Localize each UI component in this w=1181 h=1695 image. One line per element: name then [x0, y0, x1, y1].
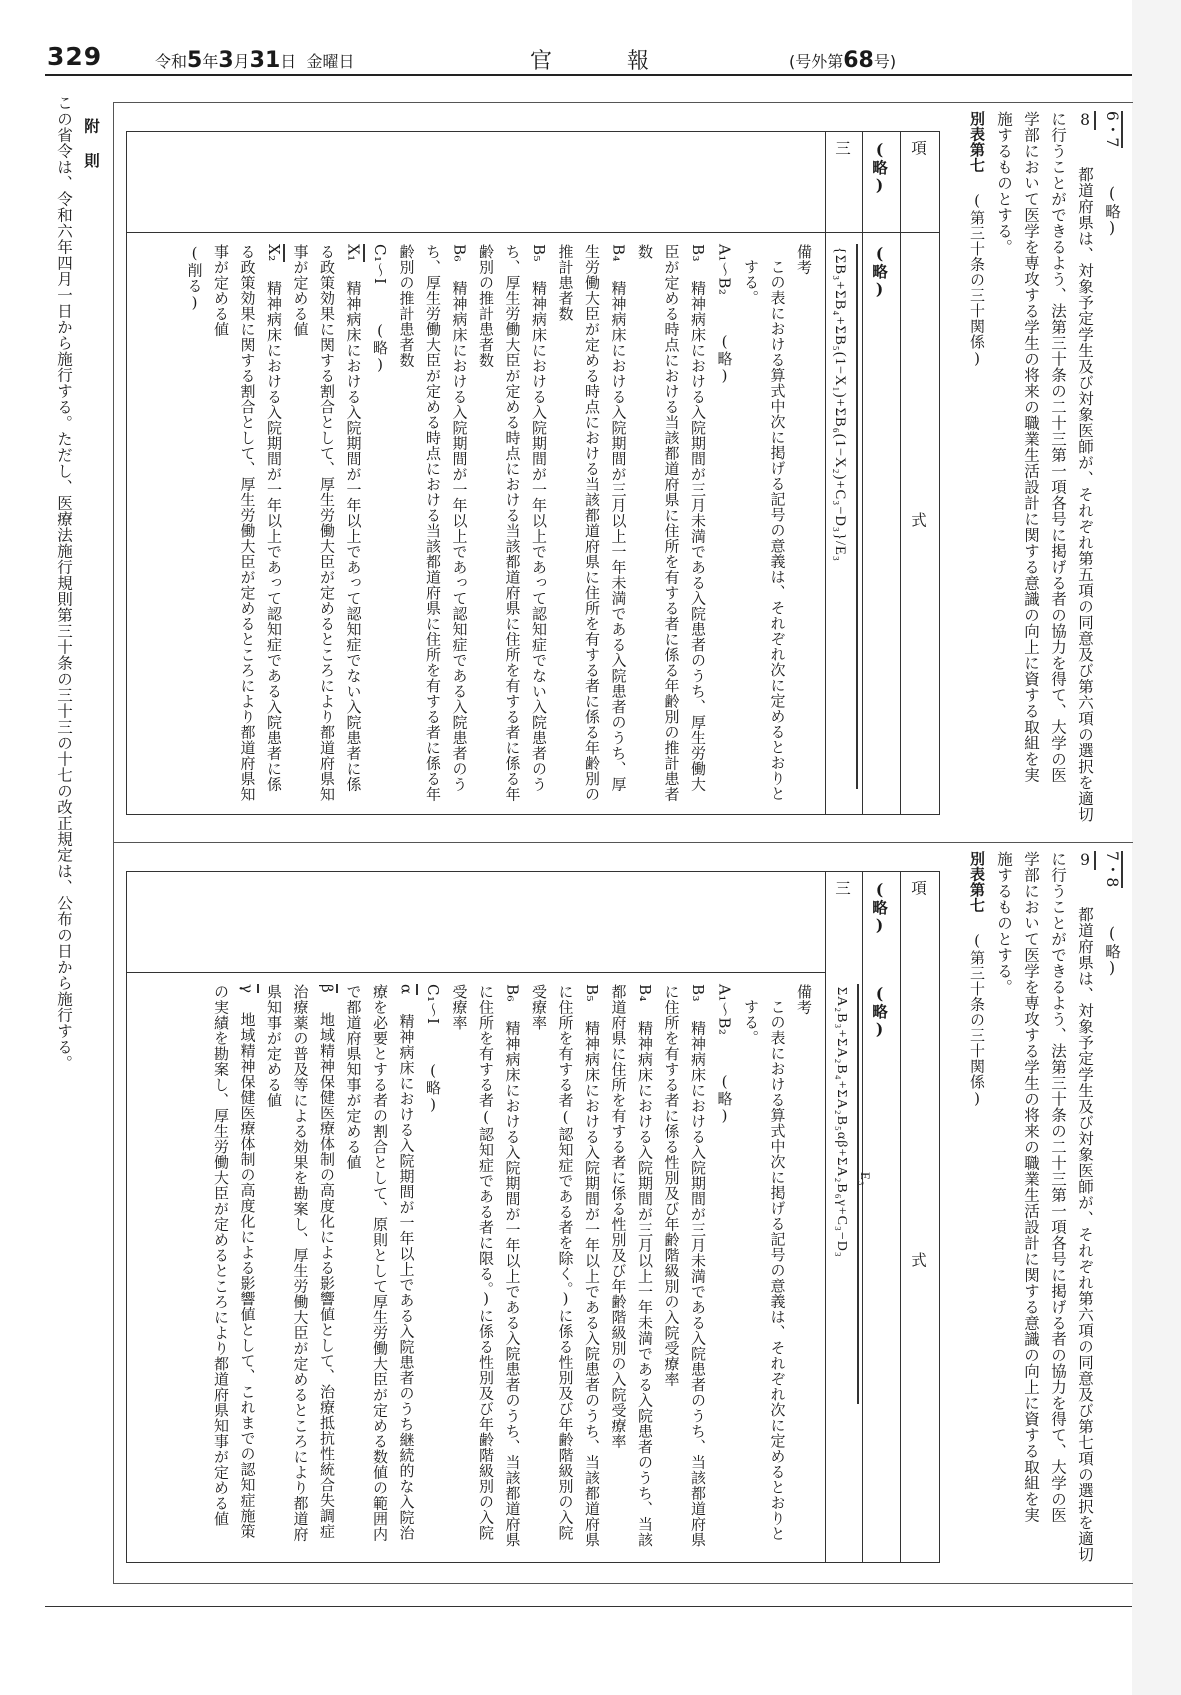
note-item [420, 984, 447, 1549]
paragraph-line: 施するものとする。 [995, 111, 1013, 255]
formula-table [126, 131, 940, 815]
col-header-item: 項 [909, 880, 927, 896]
paragraph-9 [1071, 851, 1098, 1571]
omitted-label: (略) [1103, 184, 1121, 238]
notes-column [127, 132, 826, 814]
note-item [393, 244, 473, 804]
issue-number-value: 68 [843, 48, 874, 73]
note-symbol: X₁ [344, 244, 363, 262]
note-symbol: A₁～B₂ [715, 984, 734, 1036]
header-rule [45, 74, 1132, 76]
table-title-note: (第三十条の三十関係) [968, 191, 986, 368]
item-range: 7・8 [1103, 851, 1121, 888]
row-divider [826, 232, 939, 233]
paragraph-line: 都道府県は、対象予定学生及び対象医師が、それぞれ第六項の同意及び第七項の選択を適切 [1076, 906, 1094, 1563]
notes-header-blank [127, 872, 825, 973]
issue-number [789, 48, 896, 73]
note-text: 精神病床における入院期間が一年以上である入院患者のうち継続的な入院治療を必要とする者の割合として、原則として厚生労働大臣が定める数値の範囲内で都道府県知事が定める値 [344, 984, 416, 1542]
note-symbol: B₅ [530, 244, 548, 263]
note-text: 精神病床における入院期間が一年以上である入院患者のうち、当該都道府県に住所を有する者(認知症である者を除く。)に係る性別及び年齢階級別の入院受療率 [530, 984, 601, 1548]
paragraph-line: 学部において医学を専攻する学生の将来の職業生活設計に関する意識の向上に資する取組を実 [1022, 851, 1040, 1523]
note-symbol: B₄ [609, 244, 628, 263]
row-item: (略) [870, 880, 889, 935]
deletion-note: (削る) [185, 244, 204, 312]
page-number: 329 [47, 42, 103, 71]
note-symbol: α [397, 984, 416, 995]
note-text: (略) [715, 1072, 734, 1125]
note-item [526, 984, 606, 1549]
paragraph-block [963, 851, 1125, 1571]
note-text: 精神病床における入院期間が一年以上である入院患者のうち、当該都道府県に住所を有する者(認知症である者に限る。)に係る性別及び年齢階級別の入院受療率 [450, 984, 522, 1548]
col-header-item: 項 [909, 140, 927, 156]
section-after-amendment [113, 842, 1133, 1584]
note-symbol: X₂ [265, 244, 283, 262]
note-item [711, 984, 738, 1549]
formula-denominator: E₃ [858, 1172, 873, 1187]
month: 3 [218, 48, 234, 73]
notes-body [181, 244, 817, 804]
item-range: 6・7 [1103, 111, 1121, 148]
notes-title: 備考 [795, 244, 813, 275]
note-item [552, 244, 632, 804]
issue-suffix: 号) [873, 52, 897, 71]
row-formula: (略) [870, 984, 889, 1039]
note-item [261, 984, 341, 1549]
section-before-amendment [113, 102, 1133, 842]
omitted-items [1098, 851, 1125, 1571]
table-title-label: 別表第七 [968, 851, 986, 913]
row-formula: {ΣB₃+ΣB₄+ΣB₅(1−X₁)+ΣB₆(1−X₂)+C₃−D₃}/E₃ [832, 247, 848, 562]
notes-title: 備考 [795, 984, 813, 1015]
note-item [446, 984, 526, 1549]
note-item [711, 244, 738, 804]
note-symbol: B₃ [689, 984, 707, 1003]
notes-intro: この表における算式中次に掲げる記号の意義は、それぞれ次に定めるとおりとする。 [742, 259, 787, 802]
paragraph-line: に行うことができるよう、法第三十条の二十三第一項各号に掲げる者の協力を得て、大学の医 [1049, 851, 1067, 1523]
paragraph-line: 学部において医学を専攻する学生の将来の職業生活設計に関する意識の向上に資する取組を実 [1022, 111, 1040, 783]
col-header-formula: 式 [909, 512, 927, 528]
col-header-formula: 式 [909, 1252, 927, 1268]
notes-intro: この表における算式中次に掲げる記号の意義は、それぞれ次に定めるとおりとする。 [742, 999, 787, 1542]
note-symbol: B₄ [636, 984, 654, 1003]
note-text: 精神病床における入院期間が一年以上であって認知症である入院患者に係る政策効果に関する割合として、厚生労働大臣が定めるところにより都道府県知事が定める値 [212, 244, 283, 802]
fraction-bar [856, 244, 858, 789]
header-column [900, 872, 939, 1562]
row-three [825, 132, 863, 814]
page-header [47, 40, 1132, 74]
formula-table [126, 871, 940, 1563]
paragraph-number: 8 [1076, 111, 1094, 130]
note-item [658, 984, 711, 1549]
row-three [825, 872, 873, 1562]
footer-rule [45, 1606, 1132, 1607]
note-text: (略) [371, 321, 389, 374]
note-text: 地域精神保健医療体制の高度化による影響値として、治療抵抗性統合失調症治療薬の普及等による効果を勘案し、厚生労働大臣が定めるところにより都道府県知事が定める値 [265, 984, 336, 1542]
notes-header-blank [127, 132, 825, 233]
row-formula: (略) [870, 244, 889, 299]
note-text: 精神病床における入院期間が三月以上一年未満である入院患者のうち、厚生労働大臣が定める時点における当該都道府県に住所を有する者に係る年齢別の推計患者数 [556, 244, 628, 802]
weekday: 金曜日 [306, 52, 355, 71]
note-text: 地域精神保健医療体制の高度化による影響値として、これまでの認知症施策の実績を勘案し、厚生労働大臣が定めるところにより都道府県知事が定める値 [212, 984, 257, 1539]
note-symbol: B₆ [450, 244, 469, 263]
era-label: 令和 [155, 52, 188, 71]
issue-date [155, 48, 355, 73]
note-item [340, 984, 420, 1549]
note-item [208, 984, 261, 1549]
note-item [208, 244, 288, 804]
note-text: (略) [424, 1061, 442, 1114]
note-symbol: A₁～B₂ [715, 244, 734, 296]
paragraph-block [963, 111, 1125, 831]
table-title [963, 111, 990, 831]
note-text: 精神病床における入院期間が三月以上一年未満である入院患者のうち、当該都道府県に住所を有する者に係る性別及び年齢階級別の入院受療率 [609, 984, 654, 1548]
month-suffix: 月 [233, 52, 250, 71]
supplementary-title: 附 則 [82, 118, 100, 169]
row-omitted [862, 872, 901, 1562]
supplementary-provisions [50, 95, 104, 1195]
table-title-label: 別表第七 [968, 111, 986, 173]
note-item [367, 244, 394, 804]
note-symbol: B₅ [583, 984, 601, 1003]
supplementary-text: この省令は、令和六年四月一日から施行する。ただし、医療法施行規則第三十条の三十三の十七の改正規定は、公布の日から施行する。 [55, 95, 73, 1071]
note-text: (略) [715, 332, 734, 385]
notes-body [208, 984, 818, 1549]
note-symbol: B₃ [689, 244, 707, 263]
paragraph-number: 9 [1076, 851, 1094, 870]
note-symbol: β [318, 984, 336, 994]
note-text: 精神病床における入院期間が一年以上であって認知症でない入院患者に係る政策効果に関する割合として、厚生労働大臣が定めるところにより都道府県知事が定める値 [291, 244, 363, 802]
note-item [287, 244, 367, 804]
paragraph-line: 都道府県は、対象予定学生及び対象医師が、それぞれ第五項の同意及び第六項の選択を適切 [1076, 166, 1094, 823]
gazette-title-kan: 官 [530, 49, 553, 74]
fraction-bar-left [857, 984, 859, 1404]
day: 31 [249, 48, 281, 73]
row-item: (略) [870, 140, 889, 195]
paragraph-8 [1071, 111, 1098, 831]
note-text: 精神病床における入院期間が一年以上であって認知症でない入院患者のうち、厚生労働大臣が定める時点における当該都道府県に住所を有する者に係る年齢別の推計患者数 [477, 244, 548, 802]
gazette-title-po: 報 [627, 49, 650, 74]
note-text: 精神病床における入院期間が三月未満である入院患者のうち、当該都道府県に住所を有する者に係る性別及び年齢階級別の入院受療率 [662, 984, 707, 1548]
note-symbol: C₁～I [424, 984, 442, 1025]
day-suffix: 日 [280, 52, 297, 71]
table-title-note: (第三十条の三十関係) [968, 931, 986, 1108]
header-column [900, 132, 939, 814]
notes-column [127, 872, 826, 1562]
paragraph-line: に行うことができるよう、法第三十条の二十三第一項各号に掲げる者の協力を得て、大学の医 [1049, 111, 1067, 783]
omitted-items [1098, 111, 1125, 831]
note-text: 精神病床における入院期間が一年以上であって認知症である入院患者のうち、厚生労働大臣が定める時点における当該都道府県に住所を有する者に係る年齢別の推計患者数 [397, 244, 469, 802]
issue-prefix: (号外第 [789, 52, 844, 71]
row-omitted [862, 132, 901, 814]
note-item [473, 244, 553, 804]
year-suffix: 年 [202, 52, 219, 71]
note-item [632, 244, 712, 804]
year: 5 [187, 48, 203, 73]
row-item: 三 [833, 880, 851, 896]
note-symbol: C₁～I [371, 244, 389, 285]
omitted-label: (略) [1103, 924, 1121, 978]
table-title [963, 851, 990, 1571]
formula-numerator: ΣA₂B₃+ΣA₂B₄+ΣA₂B₅αβ+ΣA₂B₆γ+C₃−D₃ [834, 987, 849, 1258]
note-symbol: B₆ [503, 984, 522, 1003]
note-symbol: γ [238, 984, 257, 994]
note-item [605, 984, 658, 1549]
note-text: 精神病床における入院期間が三月未満である入院患者のうち、厚生労働大臣が定める時点における当該都道府県に住所を有する者に係る年齢別の推計患者数 [636, 244, 707, 802]
paragraph-line: 施するものとする。 [995, 851, 1013, 995]
row-item: 三 [833, 140, 851, 156]
